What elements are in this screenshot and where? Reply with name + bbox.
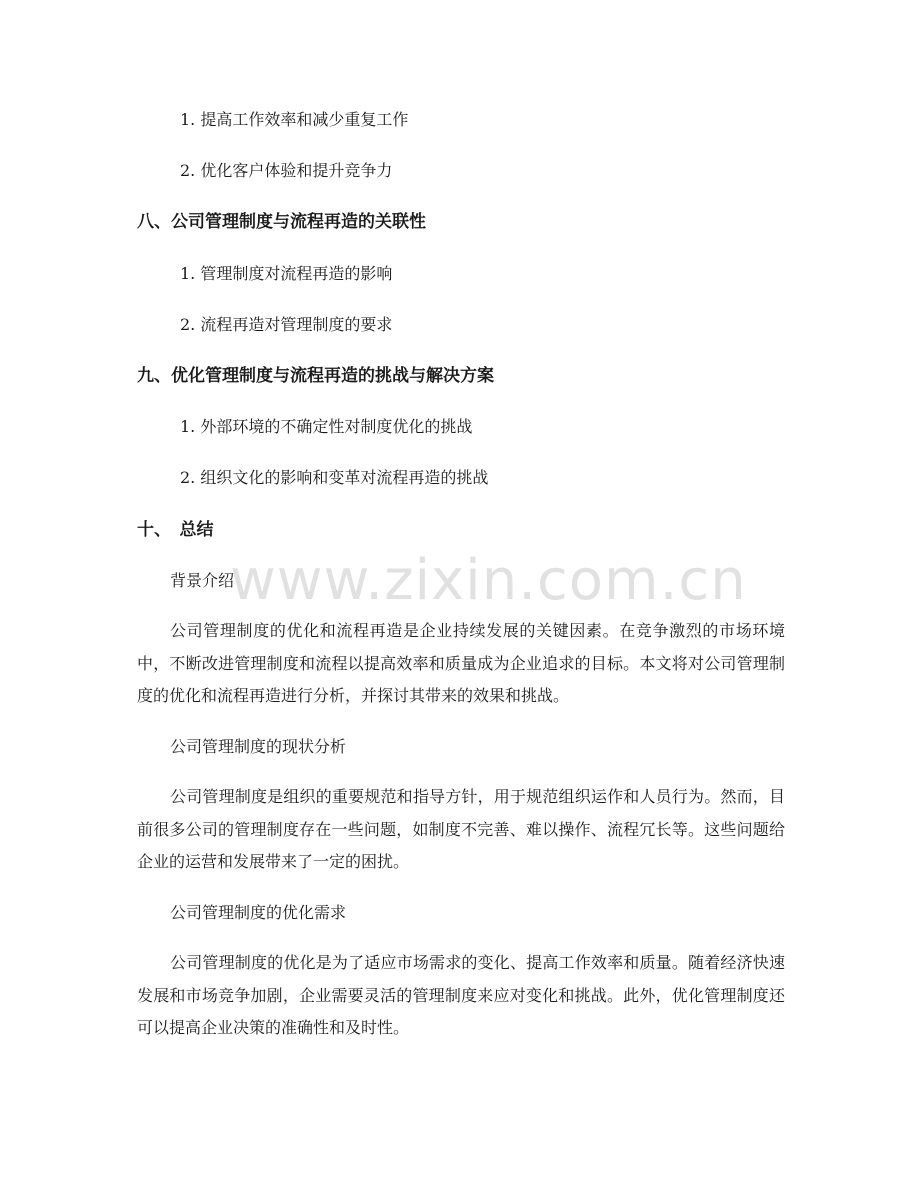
paragraph-title: 公司管理制度的优化需求 bbox=[170, 903, 347, 922]
list-item: 2. 优化客户体验和提升竞争力 bbox=[180, 161, 393, 180]
list-item: 1. 管理制度对流程再造的影响 bbox=[180, 264, 393, 283]
paragraph: 公司管理制度的优化和流程再造是企业持续发展的关键因素。在竞争激烈的市场环境中，不断改进管理制度和流程以提高效率和质量成为企业追求的目标。本文将对公司管理制度的优化和流程再造进行分析，并探讨其带来的效果和挑战。 bbox=[137, 621, 785, 705]
list-item: 2. 组织文化的影响和变革对流程再造的挑战 bbox=[180, 468, 489, 487]
paragraph: 公司管理制度的优化是为了适应市场需求的变化、提高工作效率和质量。随着经济快速发展和市场竞争加剧，企业需要灵活的管理制度来应对变化和挑战。此外，优化管理制度还可以提高企业决策的准确性和及时性。 bbox=[137, 953, 785, 1037]
list-item: 1. 提高工作效率和减少重复工作 bbox=[180, 110, 409, 129]
section-heading: 十、 总结 bbox=[137, 520, 214, 540]
watermark: www.zixin.com.cn bbox=[230, 548, 747, 613]
paragraph-title: 背景介绍 bbox=[170, 571, 235, 590]
section-heading: 九、优化管理制度与流程再造的挑战与解决方案 bbox=[137, 366, 494, 386]
section-heading: 八、公司管理制度与流程再造的关联性 bbox=[137, 212, 426, 232]
list-item: 1. 外部环境的不确定性对制度优化的挑战 bbox=[180, 417, 473, 436]
paragraph: 公司管理制度是组织的重要规范和指导方针，用于规范组织运作和人员行为。然而，目前很多公司的管理制度存在一些问题，如制度不完善、难以操作、流程冗长等。这些问题给企业的运营和发展带来了一定的困扰。 bbox=[137, 787, 785, 871]
list-item: 2. 流程再造对管理制度的要求 bbox=[180, 315, 393, 334]
paragraph-title: 公司管理制度的现状分析 bbox=[170, 737, 347, 756]
